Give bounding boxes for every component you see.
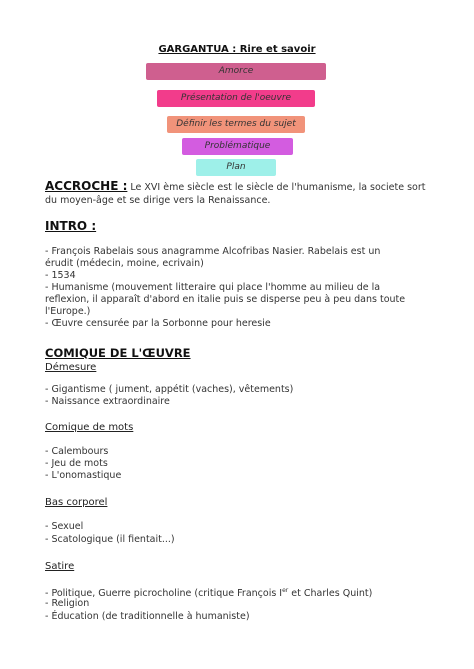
- list-item: - Scatologique (il fientait...): [45, 534, 175, 545]
- funnel-label: Amorce: [218, 66, 254, 76]
- list-item: - L'onomastique: [45, 470, 122, 481]
- intro-line: - Œuvre censurée par la Sorbonne pour heresie: [45, 318, 271, 329]
- list-item: [45, 585, 372, 600]
- accroche-label: ACCROCHE :: [45, 179, 128, 193]
- intro-line: érudit (médecin, moine, ecrivain): [45, 258, 204, 269]
- funnel-label: Présentation de l'oeuvre: [180, 93, 292, 103]
- accroche-paragraph: [45, 180, 435, 207]
- funnel-label: Définir les termes du sujet: [176, 119, 296, 129]
- list-item: - Gigantisme ( jument, appétit (vaches), vêtements): [45, 384, 294, 395]
- funnel-step-presentation: [157, 90, 315, 107]
- section-title-demesure: Démesure: [45, 362, 97, 373]
- funnel-step-problematique: [182, 138, 293, 155]
- superscript-er: er: [282, 587, 289, 594]
- comique-heading: COMIQUE DE L'ŒUVRE: [45, 346, 191, 360]
- intro-line: - 1534: [45, 270, 76, 281]
- list-item: - Sexuel: [45, 521, 84, 532]
- funnel-label: Problématique: [204, 141, 271, 151]
- page-title: GARGANTUA : Rire et savoir: [158, 44, 316, 55]
- accroche-text: Le XVI ème siècle est le siècle de l'humanisme, la societe sort du moyen-âge et se dirige vers la Renaissance.: [45, 182, 426, 206]
- intro-heading: INTRO :: [45, 219, 97, 233]
- funnel-step-definir: [167, 116, 305, 133]
- satire-politique-suffix: et Charles Quint): [288, 588, 373, 600]
- funnel-step-plan: [196, 159, 276, 176]
- section-title-bas-corporel: Bas corporel: [45, 497, 108, 508]
- list-item: - Jeu de mots: [45, 458, 108, 469]
- list-item: - Naissance extraordinaire: [45, 396, 170, 407]
- intro-line: - Humanisme (mouvement litteraire qui place l'homme au milieu de la: [45, 282, 381, 293]
- funnel-label: Plan: [226, 162, 246, 172]
- funnel-step-amorce: [146, 63, 326, 80]
- section-title-comique-mots: Comique de mots: [45, 422, 134, 433]
- intro-line: - François Rabelais sous anagramme Alcofribas Nasier. Rabelais est un: [45, 246, 381, 257]
- section-title-satire: Satire: [45, 561, 75, 572]
- intro-line: reflexion, il apparaît d'abord en italie puis se disperse peu à peu dans toute: [45, 294, 406, 305]
- satire-politique-text: - Politique, Guerre picrocholine (critique François I: [45, 588, 283, 600]
- intro-line: l'Europe.): [45, 306, 91, 317]
- list-item: - Religion: [45, 598, 90, 609]
- list-item: - Calembours: [45, 446, 109, 457]
- list-item: - Éducation (de traditionnelle à humaniste): [45, 611, 250, 622]
